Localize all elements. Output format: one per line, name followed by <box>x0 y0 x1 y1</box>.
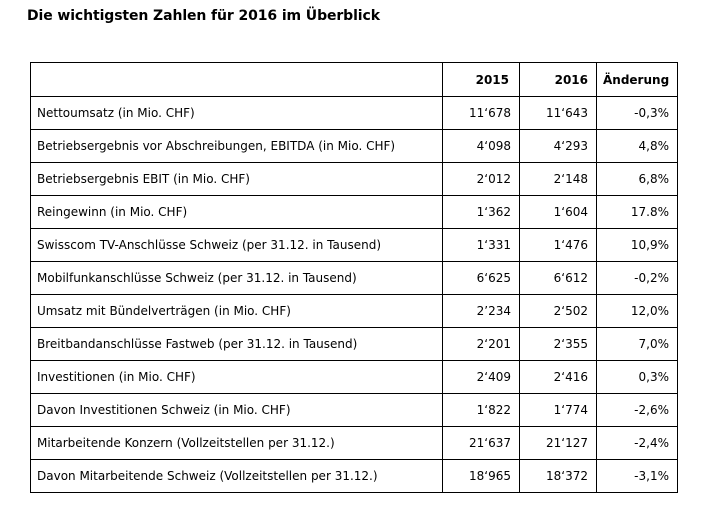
row-label: Davon Investitionen Schweiz (in Mio. CHF) <box>31 394 443 427</box>
row-change: -0,3% <box>597 97 678 130</box>
table-row <box>31 262 678 295</box>
table-row <box>31 427 678 460</box>
row-change: 6,8% <box>597 163 678 196</box>
table-row <box>31 163 678 196</box>
row-label: Betriebsergebnis vor Abschreibungen, EBITDA (in Mio. CHF) <box>31 130 443 163</box>
row-value-2015: 6‘625 <box>443 262 520 295</box>
row-value-2015: 2‘409 <box>443 361 520 394</box>
header-change: Änderung <box>597 63 678 97</box>
row-label: Investitionen (in Mio. CHF) <box>31 361 443 394</box>
row-value-2016: 2‘502 <box>520 295 597 328</box>
row-value-2016: 2‘416 <box>520 361 597 394</box>
row-label: Davon Mitarbeitende Schweiz (Vollzeitstellen per 31.12.) <box>31 460 443 493</box>
header-2015: 2015 <box>443 63 520 97</box>
row-change: 12,0% <box>597 295 678 328</box>
table-row <box>31 328 678 361</box>
row-value-2015: 11‘678 <box>443 97 520 130</box>
row-value-2015: 1‘362 <box>443 196 520 229</box>
row-label: Umsatz mit Bündelverträgen (in Mio. CHF) <box>31 295 443 328</box>
row-value-2016: 11‘643 <box>520 97 597 130</box>
row-change: -3,1% <box>597 460 678 493</box>
header-2016: 2016 <box>520 63 597 97</box>
row-value-2016: 4‘293 <box>520 130 597 163</box>
row-value-2015: 21‘637 <box>443 427 520 460</box>
key-figures-table <box>30 62 678 493</box>
row-change: 7,0% <box>597 328 678 361</box>
row-label: Nettoumsatz (in Mio. CHF) <box>31 97 443 130</box>
row-value-2015: 4‘098 <box>443 130 520 163</box>
row-change: 17.8% <box>597 196 678 229</box>
table-row <box>31 394 678 427</box>
row-value-2015: 1‘822 <box>443 394 520 427</box>
table-row <box>31 97 678 130</box>
row-change: 10,9% <box>597 229 678 262</box>
row-value-2016: 1‘604 <box>520 196 597 229</box>
row-value-2015: 2’234 <box>443 295 520 328</box>
row-value-2015: 2‘012 <box>443 163 520 196</box>
table-header-row <box>31 63 678 97</box>
row-label: Breitbandanschlüsse Fastweb (per 31.12. in Tausend) <box>31 328 443 361</box>
header-label-cell <box>31 63 443 97</box>
row-label: Mitarbeitende Konzern (Vollzeitstellen per 31.12.) <box>31 427 443 460</box>
row-change: 0,3% <box>597 361 678 394</box>
table-row <box>31 295 678 328</box>
row-change: -2,6% <box>597 394 678 427</box>
row-label: Swisscom TV-Anschlüsse Schweiz (per 31.12. in Tausend) <box>31 229 443 262</box>
row-value-2016: 1‘774 <box>520 394 597 427</box>
table-row <box>31 196 678 229</box>
table-row <box>31 229 678 262</box>
row-value-2016: 2‘355 <box>520 328 597 361</box>
row-change: -2,4% <box>597 427 678 460</box>
row-label: Reingewinn (in Mio. CHF) <box>31 196 443 229</box>
row-change: 4,8% <box>597 130 678 163</box>
table-row <box>31 460 678 493</box>
table-row <box>31 130 678 163</box>
row-value-2016: 18‘372 <box>520 460 597 493</box>
table-row <box>31 361 678 394</box>
row-change: -0,2% <box>597 262 678 295</box>
row-value-2015: 1‘331 <box>443 229 520 262</box>
row-label: Mobilfunkanschlüsse Schweiz (per 31.12. in Tausend) <box>31 262 443 295</box>
row-value-2016: 21‘127 <box>520 427 597 460</box>
row-label: Betriebsergebnis EBIT (in Mio. CHF) <box>31 163 443 196</box>
row-value-2015: 2‘201 <box>443 328 520 361</box>
page-title: Die wichtigsten Zahlen für 2016 im Überblick <box>27 8 380 24</box>
row-value-2015: 18‘965 <box>443 460 520 493</box>
row-value-2016: 6‘612 <box>520 262 597 295</box>
row-value-2016: 1‘476 <box>520 229 597 262</box>
row-value-2016: 2‘148 <box>520 163 597 196</box>
